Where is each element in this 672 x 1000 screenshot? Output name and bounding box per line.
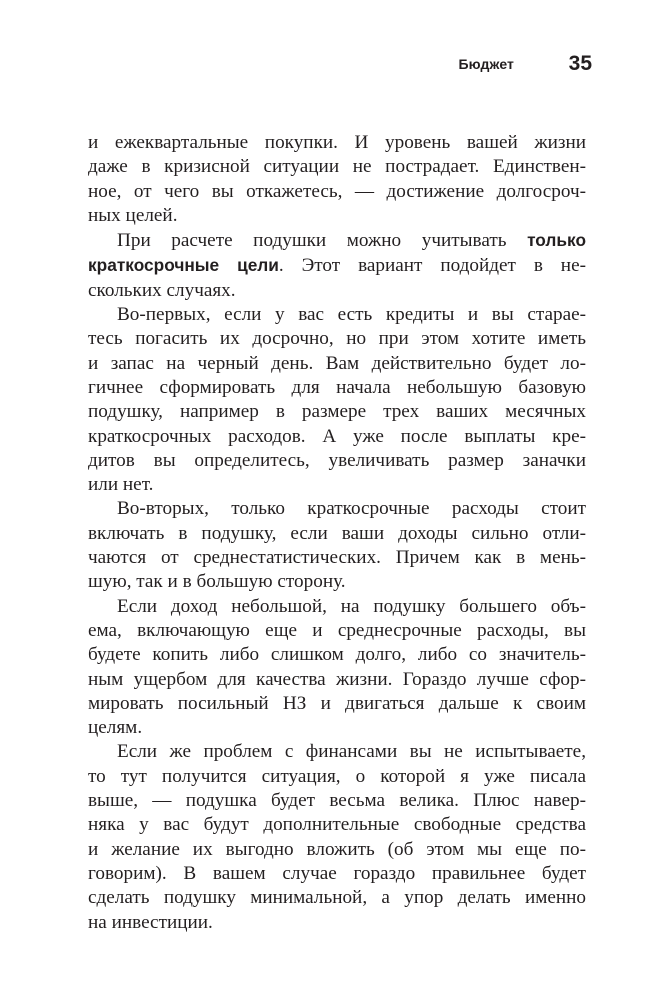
paragraph <box>88 131 586 228</box>
text-line: Если же проблем с финансами вы не испытываете, <box>117 741 586 763</box>
text-line: ным ущербом для качества жизни. Гораздо лучше сфор- <box>88 668 586 690</box>
text-line: тесь погасить их досрочно, но при этом хотите иметь <box>88 328 586 350</box>
text-line: Если доход небольшой, на подушку большего объ- <box>117 595 586 617</box>
text-line: дитов вы определитесь, увеличивать размер заначки <box>88 449 586 471</box>
paragraph <box>88 595 586 741</box>
text-line: включать в подушку, если ваши доходы сильно отли- <box>88 522 586 544</box>
paragraph <box>88 497 586 594</box>
text-line: сделать подушку минимальной, а упор делать именно <box>88 887 586 909</box>
text-line: целям. <box>88 717 143 739</box>
text-line: скольких случаях. <box>88 279 236 301</box>
text-fragment: . Этот вариант подойдет в не- <box>278 255 586 277</box>
running-header-title: Бюджет <box>458 56 514 72</box>
text-line <box>88 253 586 278</box>
text-line: краткосрочных расходов. А уже после выплаты кре- <box>88 425 586 447</box>
running-header <box>0 50 672 80</box>
text-line: на инвестиции. <box>88 911 213 933</box>
text-line: ное, от чего вы откажетесь, — достижение долгосроч- <box>88 180 586 202</box>
paragraph <box>88 740 586 934</box>
bold-text: краткосрочные цели <box>88 255 279 276</box>
text-line: выше, — подушка будет весьма велика. Плюс навер- <box>88 790 586 812</box>
text-line: подушку, например в размере трех ваших месячных <box>88 401 586 423</box>
text-line: чаются от среднестатистических. Причем как в мень- <box>88 547 586 569</box>
text-line <box>88 228 586 253</box>
text-line: ных целей. <box>88 204 178 226</box>
text-line: Во-вторых, только краткосрочные расходы стоит <box>117 498 586 520</box>
text-line: ема, включающую еще и среднесрочные расходы, вы <box>88 619 586 641</box>
text-line: гичнее сформировать для начала небольшую базовую <box>88 376 586 398</box>
body-text <box>88 131 586 935</box>
text-line: говорим). В вашем случае гораздо правильнее будет <box>88 862 586 884</box>
paragraph <box>88 303 586 497</box>
text-line: мировать посильный НЗ и двигаться дальше к своим <box>88 692 586 714</box>
page-number: 35 <box>568 52 592 75</box>
text-line: будете копить либо слишком долго, либо со значитель- <box>88 644 586 666</box>
text-line: шую, так и в большую сторону. <box>88 571 346 593</box>
bold-text: только <box>527 230 587 251</box>
text-line: и запас на черный день. Вам действительно будет ло- <box>88 352 586 374</box>
text-line: Во-первых, если у вас есть кредиты и вы старае- <box>117 304 586 326</box>
text-line: и желание их выгодно вложить (об этом мы еще по- <box>88 838 586 860</box>
text-line: и ежеквартальные покупки. И уровень вашей жизни <box>88 132 586 153</box>
text-line: даже в кризисной ситуации не пострадает. Единствен- <box>88 156 586 178</box>
text-line: няка у вас будут дополнительные свободные средства <box>88 814 586 836</box>
text-fragment: При расчете подушки можно учитывать <box>117 230 507 252</box>
text-line: или нет. <box>88 474 154 496</box>
text-line: то тут получится ситуация, о которой я уже писала <box>88 765 586 787</box>
paragraph <box>88 228 586 303</box>
